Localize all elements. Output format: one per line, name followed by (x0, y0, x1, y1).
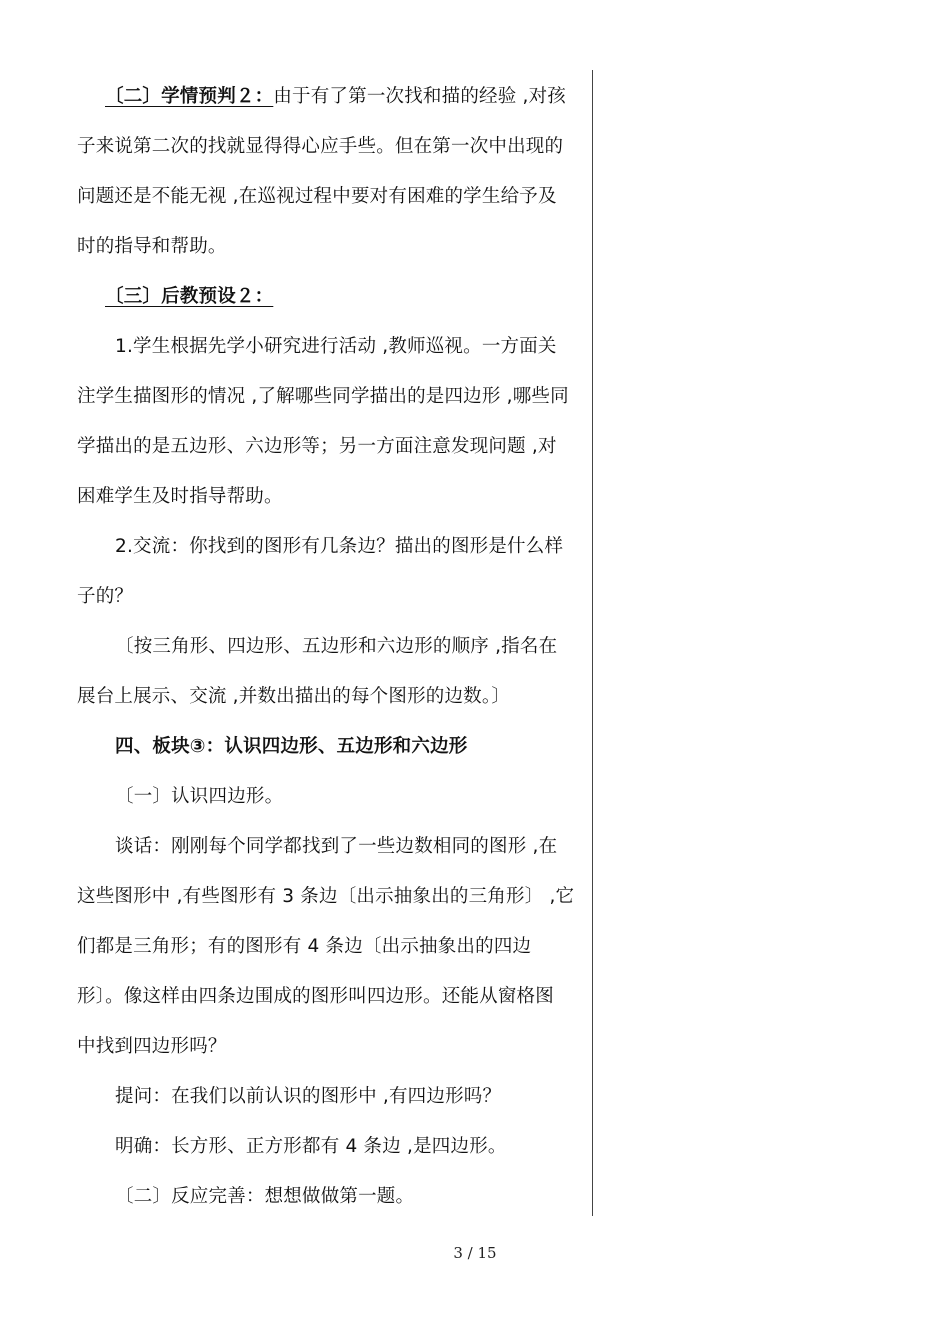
paragraph-line: 时的指导和帮助。 (77, 236, 227, 257)
paragraph-line (77, 272, 582, 322)
paragraph-line: 谈话：刚刚每个同学都找到了一些边数相同的图形 ,在 (115, 836, 558, 857)
column-divider (592, 70, 593, 1216)
paragraph-line: 注学生描图形的情况 ,了解哪些同学描出的是四边形 ,哪些同 (77, 386, 569, 407)
page-number: 3 / 15 (453, 1244, 497, 1262)
paragraph-line: 学描出的是五边形、六边形等；另一方面注意发现问题 ,对 (77, 436, 557, 457)
body-text (77, 72, 582, 1222)
paragraph-line: 〔按三角形、四边形、五边形和六边形的顺序 ,指名在 (115, 636, 558, 657)
paragraph-line: 展台上展示、交流 ,并数出描出的每个图形的边数。〕 (77, 686, 511, 707)
paragraph-line: 形〕。像这样由四条边围成的图形叫四边形。还能从窗格图 (77, 986, 554, 1007)
paragraph-line: 1.学生根据先学小研究进行活动 ,教师巡视。一方面关 (115, 336, 557, 357)
paragraph-line: 子来说第二次的找就显得得心应手些。但在第一次中出现的 (77, 136, 564, 157)
paragraph-line: 2.交流：你找到的图形有几条边？描出的图形是什么样 (115, 536, 564, 557)
paragraph-line: 提问：在我们以前认识的图形中 ,有四边形吗？ (115, 1086, 502, 1107)
paragraph-line: 子的？ (77, 586, 134, 607)
section-heading-learning-prediction: 〔二〕学情预判２： (105, 86, 274, 107)
paragraph-line: 中找到四边形吗？ (77, 1036, 227, 1057)
paragraph-line: 这些图形中 ,有些图形有 3 条边〔出示抽象出的三角形〕 ,它 (77, 886, 575, 907)
section-heading-post-teaching: 〔三〕后教预设２： (105, 286, 274, 307)
section-heading-block3: 四、板块③：认识四边形、五边形和六边形 (115, 736, 468, 757)
paragraph-line: 〔二〕学情预判２：由于有了第一次找和描的经验 ,对孩 (105, 86, 566, 107)
paragraph-line: 〔二〕反应完善：想想做做第一题。 (115, 1186, 415, 1207)
subheading-quadrilateral: 〔一〕认识四边形。 (115, 786, 284, 807)
paragraph-line: 们都是三角形；有的图形有 4 条边〔出示抽象出的四边 (77, 936, 532, 957)
paragraph-line: 问题还是不能无视 ,在巡视过程中要对有困难的学生给予及 (77, 186, 557, 207)
paragraph-line: 困难学生及时指导帮助。 (77, 486, 283, 507)
paragraph-line: 明确：长方形、正方形都有 4 条边 ,是四边形。 (115, 1136, 507, 1157)
